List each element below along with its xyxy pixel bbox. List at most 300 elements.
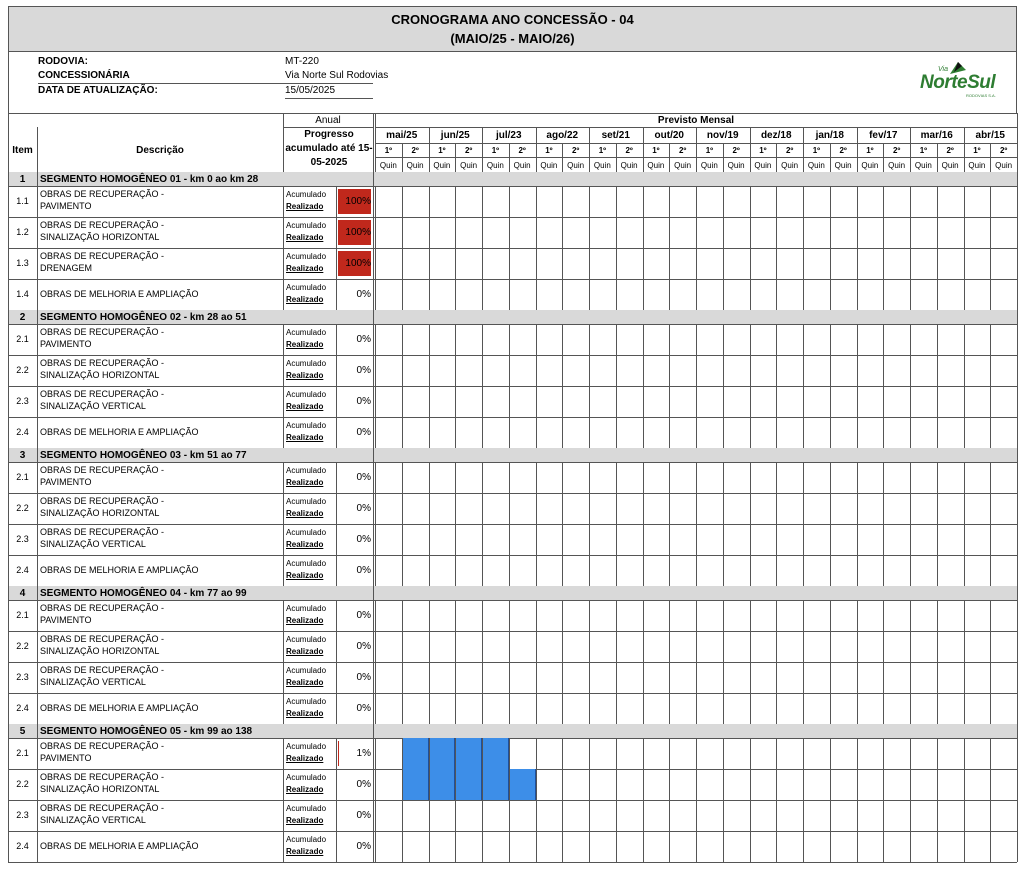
fortnight-cell-line xyxy=(964,524,965,555)
fortnight-cell-line xyxy=(990,662,991,693)
fortnight-cell-line xyxy=(776,386,777,417)
fortnight-cell-line xyxy=(883,555,884,586)
fortnight-divider xyxy=(883,143,884,172)
row-accumulated-label: Acumulado xyxy=(286,635,327,644)
month-divider xyxy=(964,127,965,172)
month-divider xyxy=(429,127,430,172)
row-realized-label: Realizado xyxy=(286,340,324,349)
fortnight-cell-line xyxy=(803,462,804,493)
fortnight-cell-line xyxy=(776,738,777,769)
fortnight-cell-line xyxy=(429,662,430,693)
row-item-number: 2.1 xyxy=(16,609,29,620)
fortnight-cell-line xyxy=(375,217,376,248)
col-header-item: Item xyxy=(12,145,33,156)
progress-value: 0% xyxy=(356,840,371,852)
fortnight-cell-line xyxy=(776,800,777,831)
fortnight-cell-line xyxy=(910,462,911,493)
month-divider xyxy=(750,127,751,172)
fortnight-cell-line xyxy=(964,462,965,493)
row-col-line xyxy=(37,279,38,310)
fortnight-cell-line xyxy=(883,693,884,724)
fortnight-cell-line xyxy=(696,217,697,248)
fortnight-label: Quin xyxy=(647,161,665,170)
fortnight-label: Quin xyxy=(834,161,852,170)
fortnight-number: 1º xyxy=(973,146,981,155)
segment-line xyxy=(37,586,38,600)
fortnight-cell-line xyxy=(669,769,670,800)
row-description: OBRAS DE MELHORIA E AMPLIAÇÃO xyxy=(40,288,199,299)
fortnight-cell-line xyxy=(883,800,884,831)
fortnight-cell-line xyxy=(589,631,590,662)
fortnight-cell-line xyxy=(482,800,483,831)
col-header-progress-line: Progresso xyxy=(304,129,354,140)
fortnight-cell-line xyxy=(910,417,911,448)
progress-value: 0% xyxy=(356,702,371,714)
fortnight-cell-line xyxy=(857,386,858,417)
row-description: SINALIZAÇÃO HORIZONTAL xyxy=(40,508,160,518)
fortnight-cell-line xyxy=(616,248,617,279)
fortnight-cell-line xyxy=(375,600,376,631)
row-col-line xyxy=(373,324,374,355)
fortnight-cell-line xyxy=(562,738,563,769)
fortnight-cell-line xyxy=(830,524,831,555)
progress-value: 0% xyxy=(356,333,371,345)
fortnight-cell-line xyxy=(696,693,697,724)
fortnight-cell-line xyxy=(990,279,991,310)
fortnight-cell-line xyxy=(910,631,911,662)
fortnight-cell-line xyxy=(482,831,483,862)
fortnight-cell-line xyxy=(509,324,510,355)
row-col-line xyxy=(283,386,284,417)
fortnight-cell-line xyxy=(562,279,563,310)
row-description: OBRAS DE RECUPERAÇÃO - xyxy=(40,634,165,644)
row-col-line xyxy=(283,662,284,693)
row-description: PAVIMENTO xyxy=(40,339,92,349)
fortnight-label: Quin xyxy=(593,161,611,170)
planned-fortnight xyxy=(455,769,482,800)
fortnight-cell-line xyxy=(910,493,911,524)
fortnight-cell-line xyxy=(616,186,617,217)
row-col-line xyxy=(373,769,374,800)
fortnight-cell-line xyxy=(750,386,751,417)
fortnight-cell-line xyxy=(643,738,644,769)
month-header: fev/17 xyxy=(869,130,898,141)
fortnight-number: 1º xyxy=(759,146,767,155)
row-line xyxy=(8,662,1017,663)
fortnight-cell-line xyxy=(375,738,376,769)
segment-line xyxy=(37,172,38,186)
row-realized-label: Realizado xyxy=(286,785,324,794)
fortnight-cell-line xyxy=(482,217,483,248)
progress-value: 0% xyxy=(356,809,371,821)
fortnight-label: Quin xyxy=(941,161,959,170)
fortnight-cell-line xyxy=(562,355,563,386)
progress-value: 0% xyxy=(356,533,371,545)
fortnight-cell-line xyxy=(883,600,884,631)
row-description: OBRAS DE MELHORIA E AMPLIAÇÃO xyxy=(40,426,199,437)
fortnight-cell-line xyxy=(883,355,884,386)
fortnight-cell-line xyxy=(562,800,563,831)
fortnight-cell-line xyxy=(937,248,938,279)
fortnight-cell-line xyxy=(964,279,965,310)
fortnight-cell-line xyxy=(616,324,617,355)
fortnight-divider xyxy=(455,143,456,172)
table-left-border xyxy=(8,113,9,862)
fortnight-cell-line xyxy=(857,462,858,493)
fortnight-cell-line xyxy=(616,738,617,769)
row-col-line xyxy=(37,631,38,662)
fortnight-cell-line xyxy=(990,355,991,386)
fortnight-cell-line xyxy=(482,693,483,724)
fortnight-cell-line xyxy=(536,524,537,555)
row-accumulated-label: Acumulado xyxy=(286,742,327,751)
fortnight-cell-line xyxy=(669,662,670,693)
fortnight-cell-line xyxy=(830,831,831,862)
month-divider xyxy=(589,127,590,172)
fortnight-cell-line xyxy=(482,600,483,631)
row-description: SINALIZAÇÃO VERTICAL xyxy=(40,539,146,549)
row-line xyxy=(8,248,1017,249)
fortnight-cell-line xyxy=(402,279,403,310)
fortnight-cell-line xyxy=(937,462,938,493)
fortnight-cell-line xyxy=(696,631,697,662)
row-accumulated-label: Acumulado xyxy=(286,328,327,337)
fortnight-cell-line xyxy=(857,831,858,862)
row-realized-label: Realizado xyxy=(286,371,324,380)
month-header: mar/16 xyxy=(920,130,953,141)
fortnight-cell-line xyxy=(883,662,884,693)
row-col-line xyxy=(336,738,337,769)
fortnight-cell-line xyxy=(990,800,991,831)
fortnight-cell-line xyxy=(696,800,697,831)
fortnight-cell-line xyxy=(669,493,670,524)
fortnight-cell-line xyxy=(669,800,670,831)
fortnight-divider xyxy=(616,143,617,172)
fortnight-cell-line xyxy=(482,493,483,524)
fortnight-cell-line xyxy=(562,217,563,248)
fortnight-number: 2º xyxy=(464,146,473,155)
row-item-number: 1.4 xyxy=(16,288,29,299)
row-line xyxy=(8,462,1017,463)
fortnight-cell-line xyxy=(589,693,590,724)
row-accumulated-label: Acumulado xyxy=(286,559,327,568)
month-divider xyxy=(857,127,858,172)
row-item-number: 2.2 xyxy=(16,640,29,651)
planned-fortnight xyxy=(482,769,509,800)
fortnight-cell-line xyxy=(750,324,751,355)
row-col-line xyxy=(336,693,337,724)
fortnight-cell-line xyxy=(509,462,510,493)
row-description: OBRAS DE MELHORIA E AMPLIAÇÃO xyxy=(40,702,199,713)
fortnight-cell-line xyxy=(964,324,965,355)
row-description: SINALIZAÇÃO HORIZONTAL xyxy=(40,784,160,794)
row-realized-label: Realizado xyxy=(286,295,324,304)
fortnight-cell-line xyxy=(803,386,804,417)
row-line xyxy=(8,800,1017,801)
row-line xyxy=(8,524,1017,525)
fortnight-cell-line xyxy=(937,693,938,724)
fortnight-cell-line xyxy=(509,248,510,279)
row-col-line xyxy=(373,355,374,386)
planned-fortnight xyxy=(402,738,429,769)
fortnight-cell-line xyxy=(509,831,510,862)
row-realized-label: Realizado xyxy=(286,264,324,273)
fortnight-label: Quin xyxy=(727,161,745,170)
fortnight-cell-line xyxy=(776,248,777,279)
fortnight-cell-line xyxy=(375,555,376,586)
fortnight-cell-line xyxy=(429,831,430,862)
fortnight-cell-line xyxy=(589,600,590,631)
fortnight-cell-line xyxy=(964,662,965,693)
fortnight-cell-line xyxy=(375,462,376,493)
row-col-line xyxy=(37,600,38,631)
segment-line xyxy=(373,586,374,600)
fortnight-cell-line xyxy=(910,217,911,248)
fortnight-cell-line xyxy=(937,631,938,662)
fortnight-cell-line xyxy=(375,662,376,693)
row-col-line xyxy=(283,324,284,355)
fortnight-cell-line xyxy=(536,493,537,524)
fortnight-cell-line xyxy=(696,186,697,217)
fortnight-label: Quin xyxy=(888,161,906,170)
fortnight-cell-line xyxy=(375,386,376,417)
fortnight-number: 1º xyxy=(545,146,553,155)
progress-value: 100% xyxy=(345,226,371,238)
fortnight-cell-line xyxy=(937,186,938,217)
fortnight-cell-line xyxy=(803,662,804,693)
fortnight-cell-line xyxy=(509,217,510,248)
fortnight-cell-line xyxy=(562,555,563,586)
fortnight-cell-line xyxy=(562,524,563,555)
fortnight-cell-line xyxy=(883,217,884,248)
fortnight-cell-line xyxy=(964,355,965,386)
fortnight-cell-line xyxy=(375,524,376,555)
row-col-line xyxy=(37,738,38,769)
fortnight-divider xyxy=(990,143,991,172)
month-header: jan/18 xyxy=(815,130,844,141)
row-realized-label: Realizado xyxy=(286,571,324,580)
row-col-line xyxy=(283,555,284,586)
fortnight-number: 2º xyxy=(785,146,794,155)
fortnight-cell-line xyxy=(616,800,617,831)
fortnight-cell-line xyxy=(455,217,456,248)
fortnight-cell-line xyxy=(429,738,430,769)
fortnight-cell-line xyxy=(589,769,590,800)
row-accumulated-label: Acumulado xyxy=(286,252,327,261)
fortnight-cell-line xyxy=(589,524,590,555)
fortnight-cell-line xyxy=(402,662,403,693)
fortnight-cell-line xyxy=(937,324,938,355)
fortnight-cell-line xyxy=(536,631,537,662)
fortnight-cell-line xyxy=(589,800,590,831)
row-accumulated-label: Acumulado xyxy=(286,221,327,230)
fortnight-cell-line xyxy=(509,600,510,631)
fortnight-label: Quin xyxy=(540,161,558,170)
row-accumulated-label: Acumulado xyxy=(286,390,327,399)
fortnight-cell-line xyxy=(402,217,403,248)
fortnight-cell-line xyxy=(750,493,751,524)
fortnight-cell-line xyxy=(643,186,644,217)
fortnight-cell-line xyxy=(429,555,430,586)
fortnight-cell-line xyxy=(562,493,563,524)
fortnight-cell-line xyxy=(723,769,724,800)
road-value: MT-220 xyxy=(285,56,319,67)
fortnight-cell-line xyxy=(696,662,697,693)
row-col-line xyxy=(373,631,374,662)
fortnight-cell-line xyxy=(429,355,430,386)
row-realized-label: Realizado xyxy=(286,433,324,442)
row-col-line xyxy=(336,355,337,386)
info-underline xyxy=(38,83,373,84)
fortnight-cell-line xyxy=(964,738,965,769)
fortnight-cell-line xyxy=(643,555,644,586)
fortnight-cell-line xyxy=(937,386,938,417)
segment-line xyxy=(373,724,374,738)
fortnight-cell-line xyxy=(429,631,430,662)
row-description: PAVIMENTO xyxy=(40,201,92,211)
row-col-line xyxy=(373,417,374,448)
row-description: SINALIZAÇÃO VERTICAL xyxy=(40,677,146,687)
fortnight-cell-line xyxy=(830,217,831,248)
row-description: PAVIMENTO xyxy=(40,753,92,763)
fortnight-cell-line xyxy=(830,186,831,217)
fortnight-cell-line xyxy=(883,631,884,662)
row-col-line xyxy=(373,462,374,493)
row-line xyxy=(8,738,1017,739)
fortnight-cell-line xyxy=(402,186,403,217)
update-date-label: DATA DE ATUALIZAÇÃO: xyxy=(38,85,158,96)
fortnight-cell-line xyxy=(803,800,804,831)
planned-fortnight xyxy=(509,769,536,800)
row-col-line xyxy=(37,217,38,248)
month-divider xyxy=(536,127,537,172)
fortnight-cell-line xyxy=(562,386,563,417)
fortnight-cell-line xyxy=(616,555,617,586)
row-col-line xyxy=(373,524,374,555)
fortnight-cell-line xyxy=(883,186,884,217)
fortnight-cell-line xyxy=(536,769,537,800)
fortnight-cell-line xyxy=(455,831,456,862)
fortnight-cell-line xyxy=(750,831,751,862)
fortnight-cell-line xyxy=(990,738,991,769)
fortnight-cell-line xyxy=(990,324,991,355)
row-col-line xyxy=(336,493,337,524)
row-col-line xyxy=(373,186,374,217)
row-item-number: 2.3 xyxy=(16,395,29,406)
fortnight-cell-line xyxy=(509,738,510,769)
row-description: PAVIMENTO xyxy=(40,615,92,625)
fortnight-number: 2º xyxy=(999,146,1008,155)
month-header: mai/25 xyxy=(386,130,418,141)
fortnight-cell-line xyxy=(402,248,403,279)
row-realized-label: Realizado xyxy=(286,678,324,687)
fortnight-cell-line xyxy=(616,417,617,448)
header-line xyxy=(283,127,373,128)
fortnight-cell-line xyxy=(669,524,670,555)
fortnight-cell-line xyxy=(803,738,804,769)
fortnight-cell-line xyxy=(455,738,456,769)
fortnight-label: Quin xyxy=(406,161,424,170)
row-description: OBRAS DE RECUPERAÇÃO - xyxy=(40,772,165,782)
fortnight-cell-line xyxy=(536,248,537,279)
fortnight-cell-line xyxy=(375,417,376,448)
fortnight-cell-line xyxy=(750,355,751,386)
fortnight-cell-line xyxy=(375,493,376,524)
fortnight-cell-line xyxy=(402,462,403,493)
fortnight-label: Quin xyxy=(754,161,772,170)
fortnight-cell-line xyxy=(910,555,911,586)
fortnight-cell-line xyxy=(455,493,456,524)
header-top-line xyxy=(8,113,1017,114)
fortnight-cell-line xyxy=(669,324,670,355)
fortnight-cell-line xyxy=(776,462,777,493)
fortnight-cell-line xyxy=(937,662,938,693)
segment-title: SEGMENTO HOMOGÊNEO 03 - km 51 ao 77 xyxy=(40,450,247,461)
fortnight-number: 2º xyxy=(625,146,633,155)
fortnight-cell-line xyxy=(402,600,403,631)
fortnight-cell-line xyxy=(776,524,777,555)
fortnight-cell-line xyxy=(964,386,965,417)
row-col-line xyxy=(283,800,284,831)
row-description: OBRAS DE RECUPERAÇÃO - xyxy=(40,496,165,506)
row-item-number: 2.3 xyxy=(16,671,29,682)
fortnight-cell-line xyxy=(696,524,697,555)
company-logo xyxy=(918,60,1004,100)
fortnight-cell-line xyxy=(375,186,376,217)
fortnight-cell-line xyxy=(830,693,831,724)
fortnight-cell-line xyxy=(750,217,751,248)
row-col-line xyxy=(283,355,284,386)
row-col-line xyxy=(336,600,337,631)
row-description: OBRAS DE RECUPERAÇÃO - xyxy=(40,603,165,613)
row-description: SINALIZAÇÃO HORIZONTAL xyxy=(40,232,160,242)
fortnight-cell-line xyxy=(723,217,724,248)
row-line xyxy=(8,355,1017,356)
fortnight-label: Quin xyxy=(807,161,825,170)
row-description: OBRAS DE RECUPERAÇÃO - xyxy=(40,358,165,368)
row-accumulated-label: Acumulado xyxy=(286,528,327,537)
fortnight-cell-line xyxy=(669,693,670,724)
fortnight-label: Quin xyxy=(914,161,932,170)
fortnight-cell-line xyxy=(455,386,456,417)
row-item-number: 2.4 xyxy=(16,564,29,575)
month-divider xyxy=(643,127,644,172)
row-col-line xyxy=(336,631,337,662)
fortnight-cell-line xyxy=(669,217,670,248)
fortnight-cell-line xyxy=(589,217,590,248)
progress-value: 1% xyxy=(356,747,371,759)
row-description: OBRAS DE RECUPERAÇÃO - xyxy=(40,220,165,230)
fortnight-cell-line xyxy=(830,324,831,355)
col-header-monthly-plan: Previsto Mensal xyxy=(657,115,735,126)
row-col-line xyxy=(283,462,284,493)
fortnight-cell-line xyxy=(857,186,858,217)
fortnight-cell-line xyxy=(589,738,590,769)
segment-line xyxy=(37,448,38,462)
progress-value: 100% xyxy=(345,195,371,207)
fortnight-cell-line xyxy=(616,662,617,693)
fortnight-cell-line xyxy=(643,831,644,862)
fortnight-cell-line xyxy=(857,279,858,310)
fortnight-cell-line xyxy=(643,324,644,355)
row-accumulated-label: Acumulado xyxy=(286,773,327,782)
fortnight-cell-line xyxy=(910,279,911,310)
row-col-line xyxy=(283,493,284,524)
progress-value: 0% xyxy=(356,426,371,438)
row-description: OBRAS DE RECUPERAÇÃO - xyxy=(40,251,165,261)
fortnight-cell-line xyxy=(937,493,938,524)
fortnight-label: Quin xyxy=(968,161,986,170)
